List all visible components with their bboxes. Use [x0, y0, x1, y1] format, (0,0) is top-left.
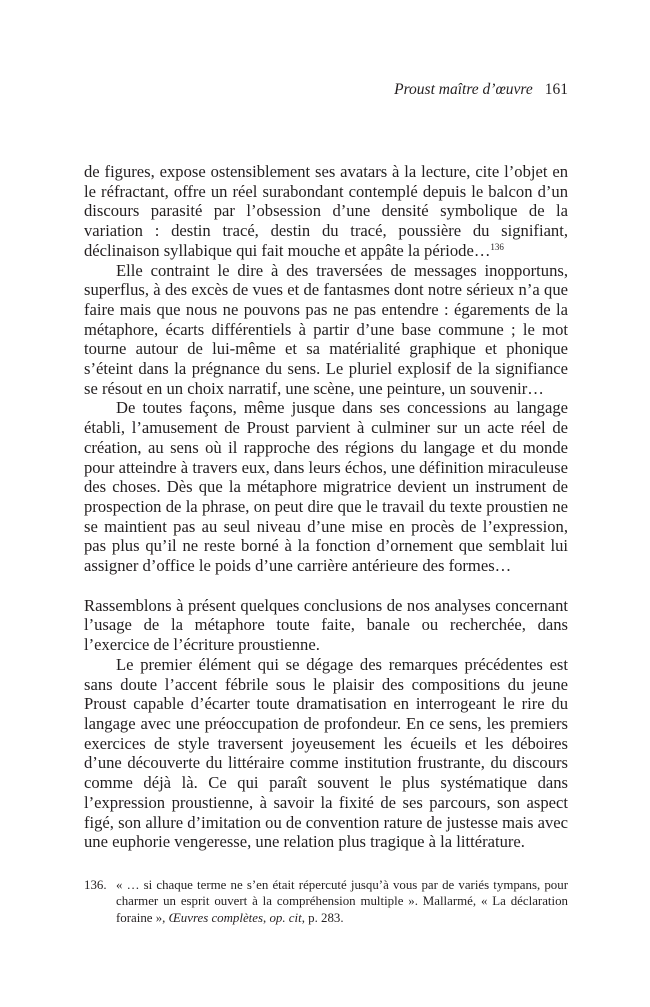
running-head — [84, 80, 568, 100]
footnote-reference: 136 — [490, 241, 504, 252]
footnote-text — [116, 877, 568, 926]
footnote-separator: , — [263, 910, 270, 925]
paragraph-5: Le premier élément qui se dégage des remarques précédentes est sans doute l’accent fébrile sous le plaisir des compositions du jeune Proust capable d’écarter toute dramatisation en interrogeant le rire du langage avec une préoccupation de profondeur. En ce sens, les premiers exercices de style traversent joyeusement les écueils et les déboires d’une découverte du littéraire comme institution frustrante, du discours comme déjà là. Ce qui paraît souvent le plus systématique dans l’expression proustienne, à savoir la fixité de ses parcours, son aspect figé, son allure d’imitation ou de convention rature de justesse mais avec une euphorie vengeresse, une relation plus tragique à la littérature. — [84, 654, 568, 852]
footnote-number: 136. — [84, 878, 107, 892]
page-number: 161 — [544, 81, 568, 98]
footnote-work-title: Œuvres complètes — [168, 910, 264, 925]
footnote-quote: « … si chaque terme ne s’en était répercuté jusqu’à vous par de variés tympans, pour charmer un esprit ouvert à la compréhension multiple ». Mallarmé, « La déclaration foraine », — [116, 878, 568, 925]
paragraph-1 — [84, 162, 568, 261]
paragraph-1-text: de figures, expose ostensiblement ses avatars à la lecture, cite l’objet en le réfractant, offre un réel surabondant contemplé depuis le balcon d’un discours parasité par l’obsession d’une densité symbolique de la variation : destin tracé, destin du tracé, poussière du signifiant, déclinaison syllabique qui fait mouche et appâte la période… — [84, 162, 568, 260]
paragraph-4: Rassemblons à présent quelques conclusions de nos analyses concernant l’usage de la métaphore toute faite, banale ou recherchée, dans l’exercice de l’écriture proustienne. — [84, 595, 568, 655]
footnote — [84, 877, 568, 926]
paragraph-2: Elle contraint le dire à des traversées de messages inopportuns, superflus, à des excès de vues et de fantasmes dont notre sérieux n’a que faire mais que nous ne pouvons pas ne pas entendre : égarements de la métaphore, écarts différentiels à partir d’une base commune ; le mot tourne autour de lui-même et sa matérialité graphique et phonique s’éteint dans la prégnance du sens. Le pluriel explosif de la signifiance se résout en un choix narratif, une scène, une peinture, un souvenir… — [84, 260, 568, 398]
paragraph-3: De toutes façons, même jusque dans ses concessions au langage établi, l’amusement de Proust parvient à culminer sur un acte réel de création, au sens où il rapproche des régions du langage et du monde pour atteindre à travers eux, dans leurs échos, une définition miraculeuse des choses. Dès que la métaphore migratrice devient un instrument de prospection de la phrase, on peut dire que le travail du texte proustien ne se maintient pas au seul niveau d’une mise en procès de l’expression, pas plus qu’il ne reste borné à la fonction d’ornement que semblait lui assigner d’office le poids d’une carrière antérieure des formes… — [84, 398, 568, 576]
footnote-op-cit: op. cit — [269, 910, 302, 925]
section-break — [84, 576, 568, 596]
footnote-page-ref: , p. 283. — [301, 910, 344, 925]
main-text — [84, 162, 568, 852]
running-title: Proust maître d’œuvre — [394, 81, 533, 98]
